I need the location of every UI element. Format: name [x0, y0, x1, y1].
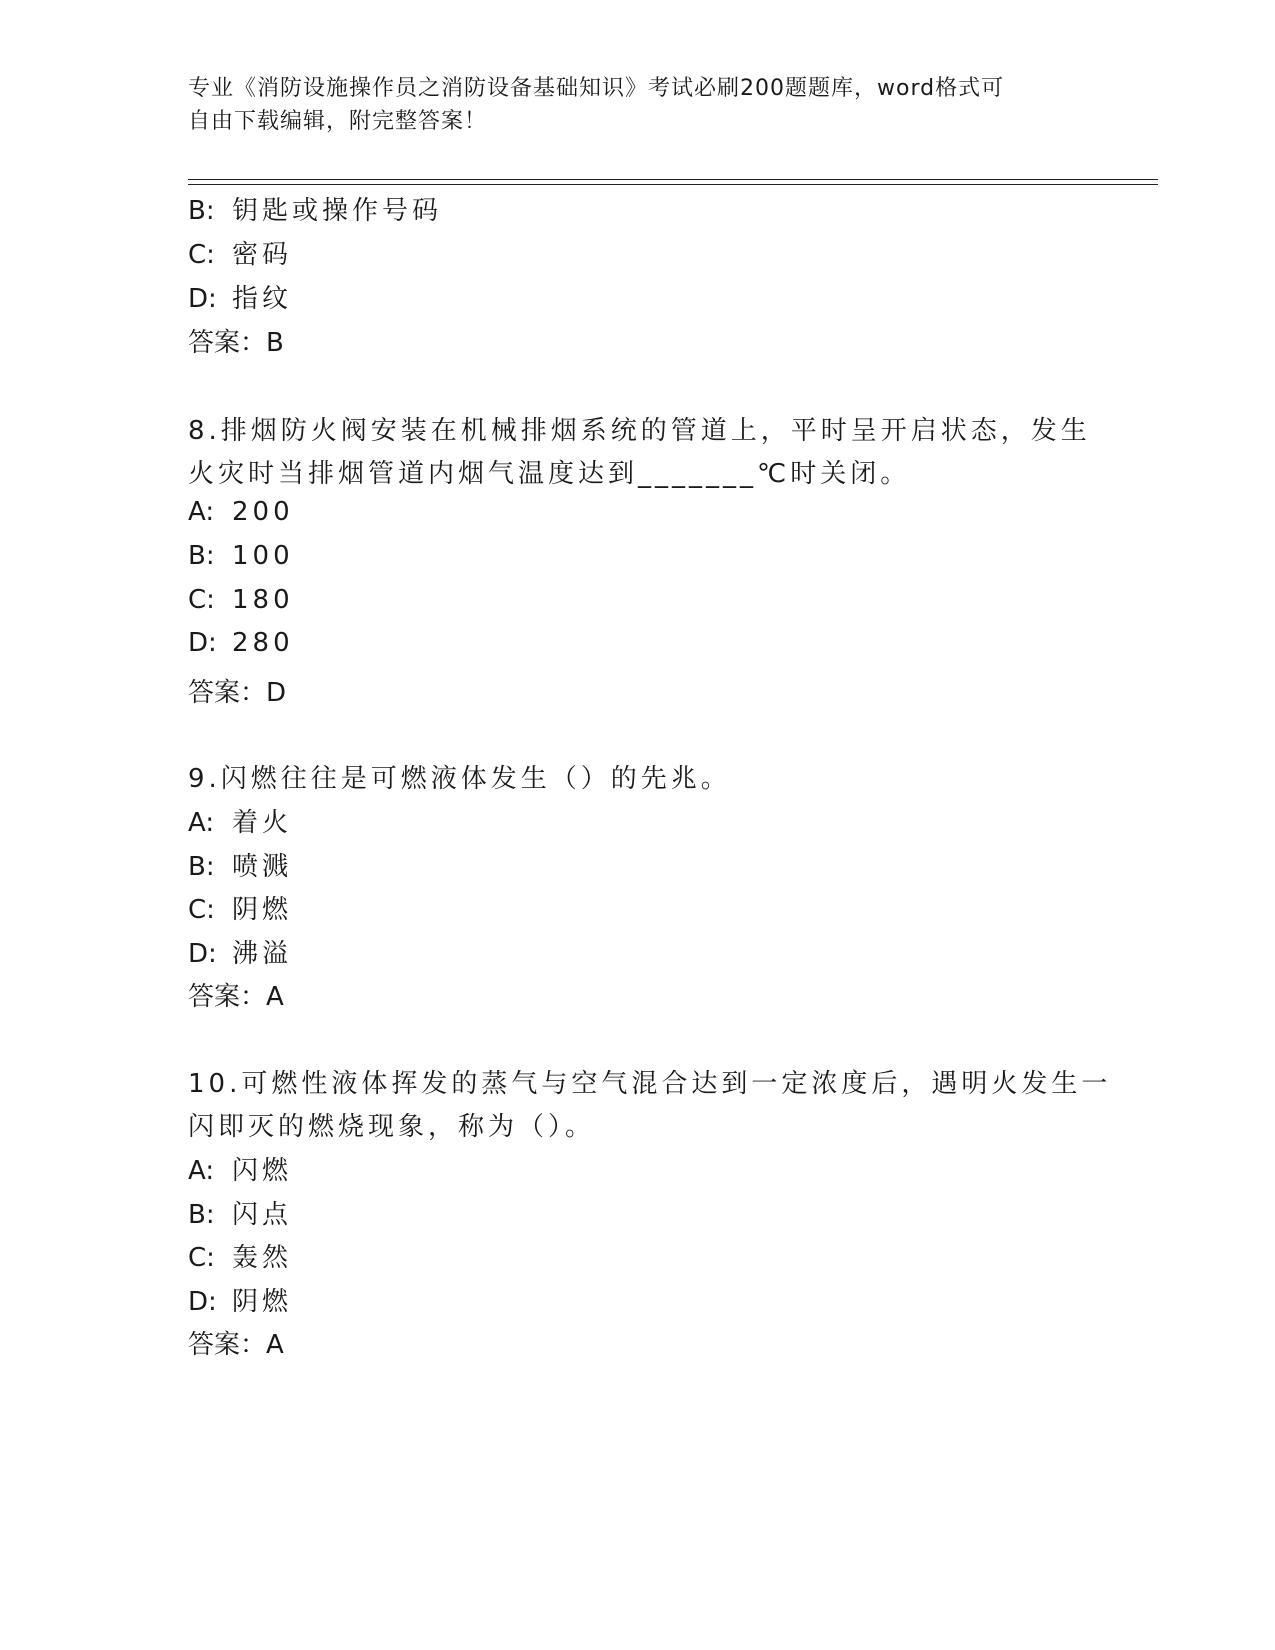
option-text: 钥匙或操作号码: [232, 196, 443, 226]
option-text: 280: [232, 628, 294, 658]
option-text: 密码: [232, 240, 293, 270]
document-header: [188, 72, 1088, 138]
header-line-2: 自由下载编辑，附完整答案！: [188, 109, 488, 134]
option-key: C:: [188, 1243, 215, 1273]
option-text: 指纹: [232, 284, 293, 314]
option-text: 着火: [232, 808, 293, 838]
option-text: 阴燃: [232, 895, 293, 925]
option-c: [188, 234, 292, 271]
option-key: C:: [188, 895, 215, 925]
option-key: D:: [188, 628, 217, 658]
option-key: C:: [188, 240, 215, 270]
option-key: D:: [188, 1287, 217, 1317]
option-a: [188, 497, 294, 527]
option-text: 阴燃: [232, 1287, 293, 1317]
answer-line: 答案：B: [188, 328, 284, 358]
option-key: A:: [188, 1156, 215, 1186]
option-text: 180: [232, 585, 294, 615]
header-divider-bottom: [188, 184, 1158, 185]
option-key: A:: [188, 808, 215, 838]
option-c: [188, 585, 294, 615]
question-stem-line: 火灾时当排烟管道内烟气温度达到_______℃时关闭。: [188, 459, 911, 489]
option-a: [188, 802, 292, 839]
option-d: [188, 628, 294, 658]
option-text: 200: [232, 497, 294, 527]
header-line-1: 专业《消防设施操作员之消防设备基础知识》考试必刷200题题库，word格式可: [188, 76, 1005, 101]
option-key: D:: [188, 284, 217, 314]
option-c: [188, 889, 292, 926]
question-stem-line: 10.可燃性液体挥发的蒸气与空气混合达到一定浓度后，遇明火发生一: [188, 1069, 1112, 1099]
question-stem-line: 9.闪燃往往是可燃液体发生（）的先兆。: [188, 764, 731, 794]
question-stem-line: 8.排烟防火阀安装在机械排烟系统的管道上，平时呈开启状态，发生: [188, 416, 1091, 446]
option-b: [188, 846, 292, 883]
option-d: [188, 278, 292, 315]
option-d: [188, 933, 292, 970]
option-key: B:: [188, 852, 215, 882]
option-key: B:: [188, 196, 215, 226]
option-b: [188, 541, 294, 571]
option-a: [188, 1150, 292, 1187]
option-key: D:: [188, 939, 217, 969]
answer-line: 答案：A: [188, 982, 284, 1012]
option-c: [188, 1237, 292, 1274]
option-key: B:: [188, 1200, 215, 1230]
question-stem-line: 闪即灭的燃烧现象，称为（）。: [188, 1112, 596, 1142]
option-text: 喷溅: [232, 852, 293, 882]
option-b: [188, 1194, 292, 1231]
option-d: [188, 1281, 292, 1318]
option-text: 沸溢: [232, 939, 293, 969]
option-b: [188, 190, 442, 227]
option-key: A:: [188, 497, 215, 527]
answer-line: 答案：A: [188, 1330, 284, 1360]
option-text: 轰然: [232, 1243, 293, 1273]
answer-line: 答案：D: [188, 678, 287, 708]
option-text: 100: [232, 541, 294, 571]
header-divider-top: [188, 179, 1158, 180]
option-text: 闪燃: [232, 1156, 293, 1186]
option-key: B:: [188, 541, 215, 571]
option-key: C:: [188, 585, 215, 615]
option-text: 闪点: [232, 1200, 293, 1230]
